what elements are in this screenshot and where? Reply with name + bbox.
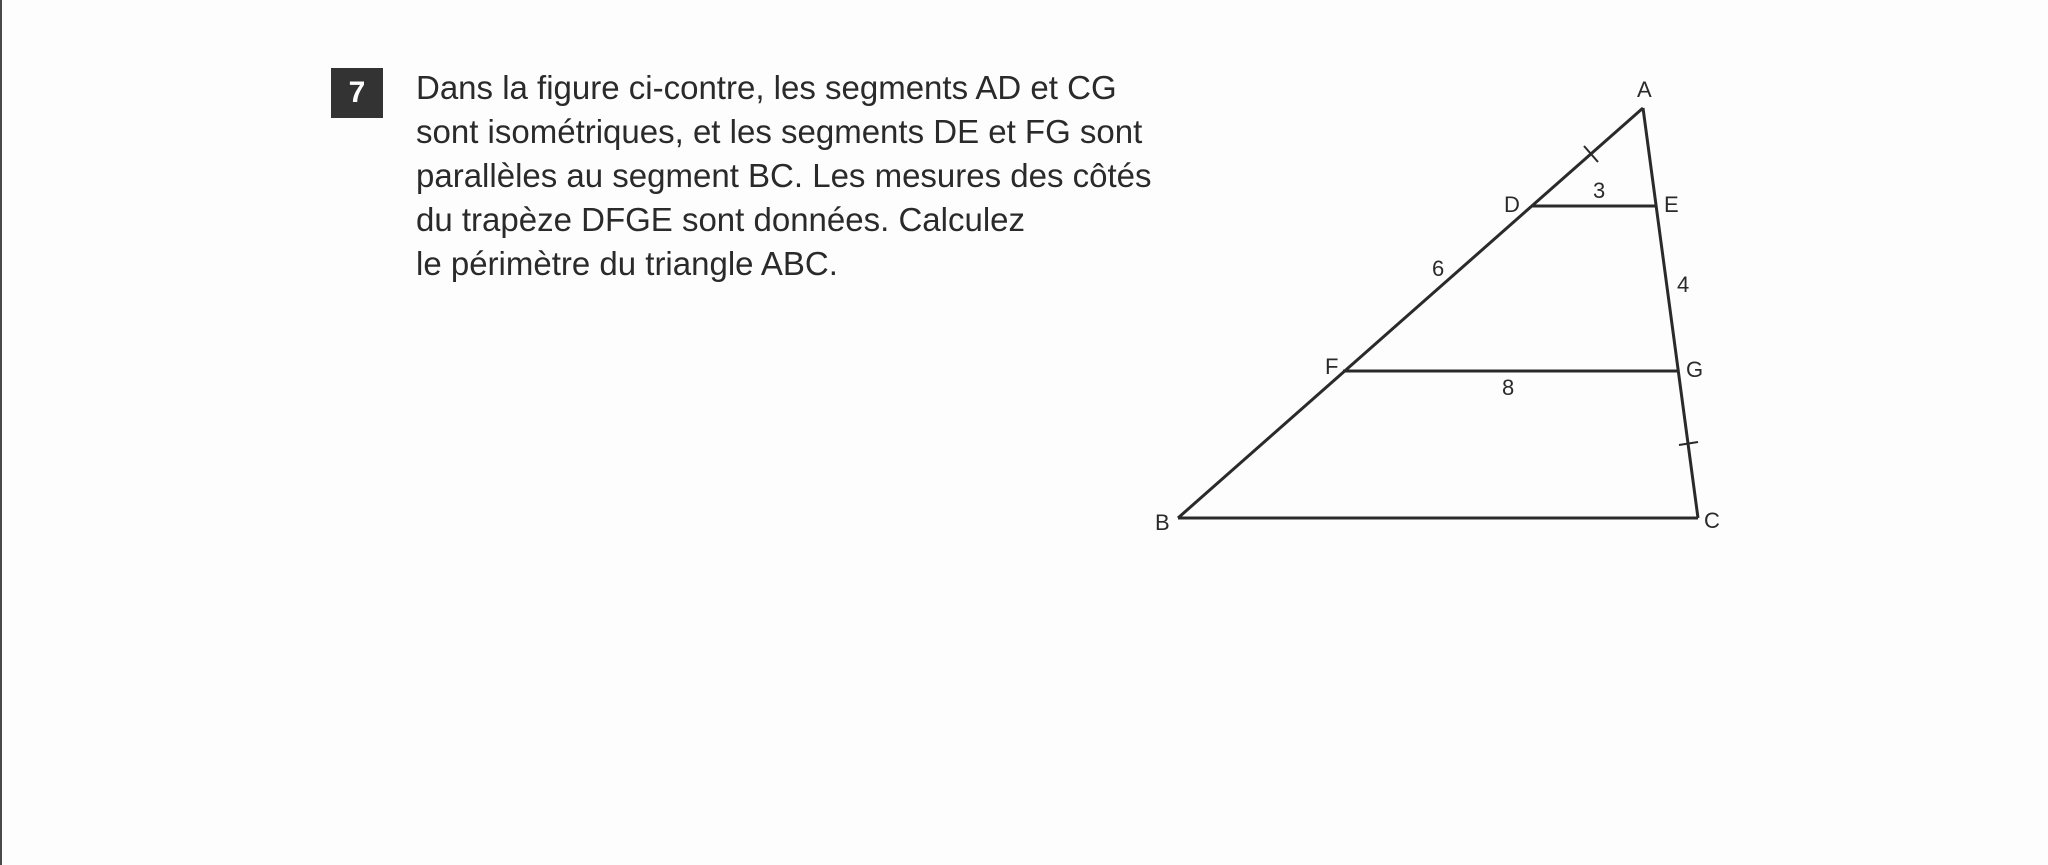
vertex-label-c: C	[1704, 508, 1720, 533]
measure-de: 3	[1593, 178, 1606, 203]
measure-df: 6	[1432, 256, 1445, 281]
side-ac	[1643, 108, 1698, 518]
statement-line-3: parallèles au segment BC. Les mesures des côtés	[416, 157, 1152, 194]
vertex-label-e: E	[1664, 192, 1679, 217]
statement-line-1: Dans la figure ci-contre, les segments AD et CG	[416, 69, 1117, 106]
measure-eg: 4	[1677, 272, 1690, 297]
statement-line-4: du trapèze DFGE sont données. Calculez	[416, 201, 1026, 238]
vertex-label-g: G	[1686, 357, 1704, 382]
measure-fg: 8	[1502, 375, 1515, 400]
side-ab	[1178, 108, 1643, 518]
vertex-label-d: D	[1504, 192, 1520, 217]
vertex-label-f: F	[1325, 354, 1339, 379]
exercise-number: 7	[348, 76, 366, 109]
vertex-label-b: B	[1155, 510, 1170, 535]
statement-line-2: sont isométriques, et les segments DE et FG sont	[416, 113, 1143, 150]
vertex-label-a: A	[1637, 77, 1652, 102]
statement-line-5: le périmètre du triangle ABC.	[416, 245, 838, 282]
